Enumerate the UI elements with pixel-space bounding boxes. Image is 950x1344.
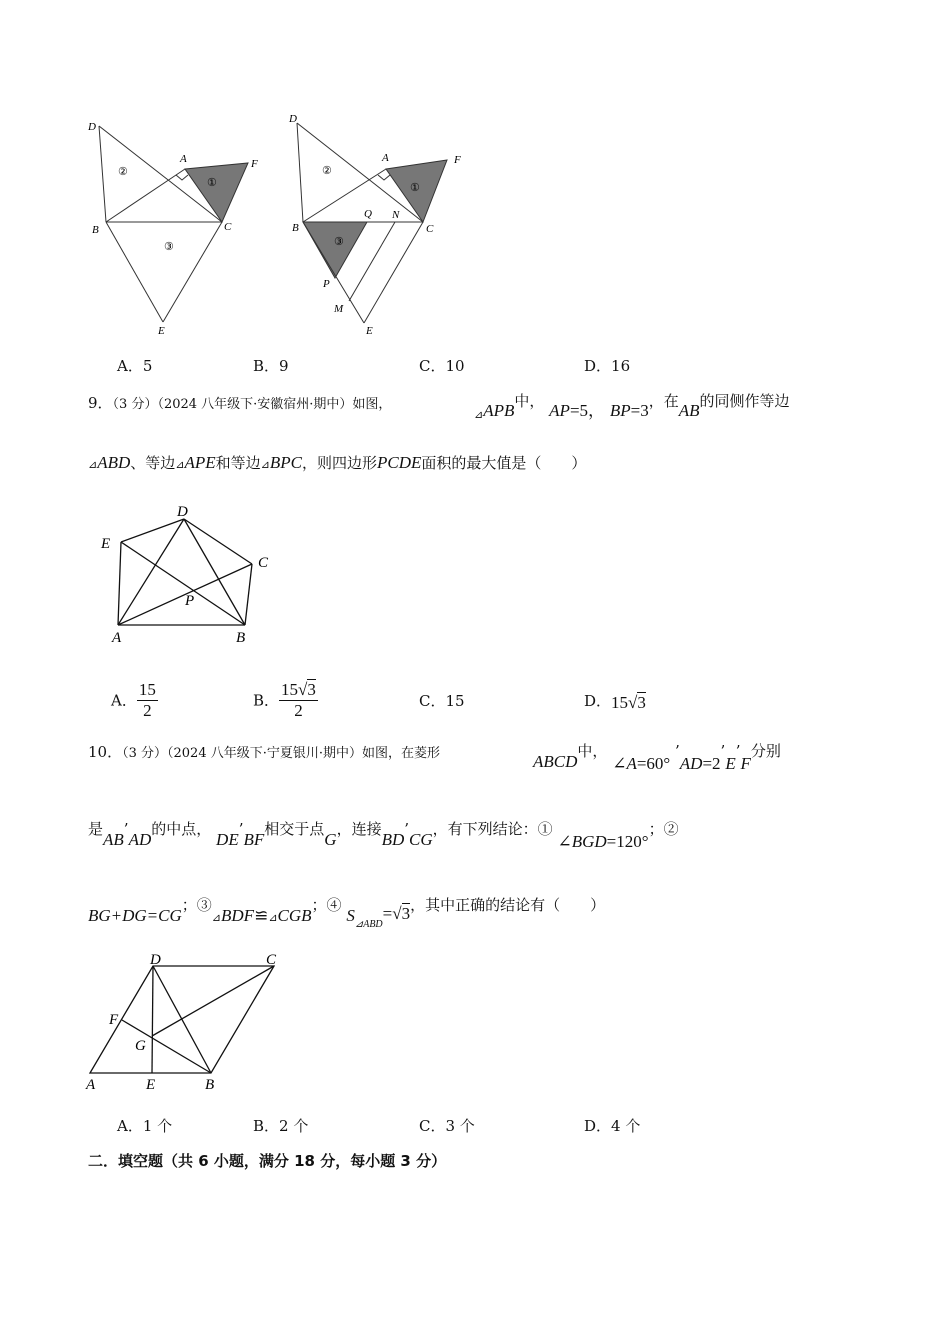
text-fragment: 中， (577, 742, 608, 760)
option-letter: A． (117, 357, 143, 375)
triangle-icon: ⊿ (175, 458, 185, 471)
text-fragment: ，则四边形 (302, 454, 378, 472)
text-fragment: 是 (88, 820, 104, 838)
q9-fig-label-A: A (112, 630, 122, 646)
q10-stem-line-1b (533, 740, 781, 773)
fraction-numerator: 15 (138, 680, 156, 699)
q9-fig-label-P: P (185, 593, 195, 609)
sqrt-icon: √ (298, 680, 308, 699)
triangle-icon: ⊿ (88, 458, 98, 471)
option-letter: B． (253, 691, 280, 710)
q8-option-c[interactable] (419, 355, 465, 377)
q10-fig-label-C: C (266, 952, 277, 968)
subscript-ABD: ABD (363, 919, 383, 930)
sqrt-icon: √ (628, 693, 638, 712)
q10-fig-label-A: A (86, 1077, 96, 1093)
text-fragment: ；③ (181, 896, 212, 914)
q8-fig2-label-E: E (366, 325, 373, 337)
math-BPC: BPC (269, 453, 302, 472)
q9-option-a[interactable] (111, 680, 158, 721)
q10-fig-label-G: G (135, 1038, 146, 1054)
math-S: S (346, 906, 355, 925)
math-equals: = (382, 904, 393, 923)
text-fragment: ’ (735, 742, 741, 760)
q8-fig2-label-P: P (323, 278, 330, 290)
math-BP-value: =3 (630, 401, 649, 420)
angle-icon: ∠ (612, 754, 627, 773)
text-fragment: ’ (238, 820, 244, 838)
radicand: 3 (637, 693, 646, 712)
q10-stem-line-2 (88, 818, 679, 851)
text-fragment: ’ (123, 820, 129, 838)
q10-option-c[interactable] (419, 1115, 475, 1137)
q10-stem-line-3 (88, 894, 606, 930)
text-fragment: ，在 (648, 392, 679, 410)
math-AD: AD (128, 830, 152, 849)
q8-fig1-label-F: F (251, 158, 258, 170)
math-BDF: BDF (221, 906, 255, 925)
math-APE: APE (184, 453, 216, 472)
q8-fig1-label-E: E (158, 325, 165, 337)
triangle-icon: ⊿ (354, 919, 364, 930)
q10-fig-label-F: F (109, 1012, 119, 1028)
math-AB: AB (103, 830, 124, 849)
fraction-denominator: 2 (294, 701, 303, 720)
math-AP-value: =5， (569, 401, 606, 420)
math-BF: BF (243, 830, 265, 849)
text-fragment: 的同侧作等边 (699, 392, 790, 410)
text-fragment: 相交于点 (264, 820, 325, 838)
option-text: 2 个 (279, 1117, 309, 1135)
coefficient: 15 (281, 680, 299, 699)
math-BG-DG-CG: BG+DG=CG (88, 906, 182, 925)
text-fragment: ；④ (311, 896, 342, 914)
q8-fig1-region-1: ① (207, 177, 217, 189)
math-BD: BD (381, 830, 405, 849)
math-A: A (626, 754, 637, 773)
math-ABCD: ABCD (533, 752, 578, 771)
math-APB: APB (483, 401, 515, 420)
option-letter: C． (419, 692, 446, 710)
q8-fig2-label-B: B (292, 222, 299, 234)
q8-figure-1 (80, 110, 280, 340)
angle-icon: ∠ (557, 832, 572, 851)
q8-fig1-label-C: C (224, 221, 232, 233)
area-subscript (355, 919, 383, 930)
q8-fig2-label-Q: Q (364, 208, 372, 220)
math-CG: CG (409, 830, 433, 849)
q10-stem-line-1 (88, 741, 440, 765)
text-fragment: 的中点， (151, 820, 212, 838)
math-BP: BP (609, 401, 631, 420)
math-AB: AB (678, 401, 700, 420)
option-text: 4 个 (611, 1117, 641, 1135)
q9-fig-label-B: B (236, 630, 246, 646)
math-angle-value: =60° (636, 754, 671, 773)
q9-option-b[interactable] (253, 680, 318, 721)
option-text: 1 个 (142, 1117, 173, 1135)
math-AD-value: =2 (702, 754, 721, 773)
option-letter: B． (253, 1117, 280, 1135)
q9-figure (95, 500, 285, 650)
q10-fig-label-B: B (205, 1077, 215, 1093)
math-G: G (324, 830, 337, 849)
option-letter: A． (111, 691, 137, 710)
q8-fig2-label-C: C (426, 223, 434, 235)
q9-fig-label-D: D (177, 504, 188, 520)
option-letter: D． (584, 1117, 612, 1135)
math-DE: DE (216, 830, 239, 849)
sqrt-icon: √ (392, 904, 402, 923)
q10-figure (80, 945, 285, 1095)
congruent-icon: ≌ (254, 906, 269, 925)
option-text: 9 (279, 357, 289, 375)
option-text: 10 (445, 357, 465, 375)
q9-fig-label-E: E (101, 536, 111, 552)
q8-fig2-label-N: N (392, 209, 400, 221)
q10-option-a[interactable] (117, 1115, 172, 1137)
q8-option-b[interactable] (253, 355, 289, 377)
coefficient: 15 (611, 693, 629, 712)
fraction-numerator (279, 680, 318, 701)
text-fragment: ，其中正确的结论有（ ） (410, 896, 606, 914)
question-number: 9． (88, 394, 113, 412)
math-BGD: BGD (571, 832, 607, 851)
math-F: F (740, 754, 751, 773)
text-fragment: ’ (720, 742, 726, 760)
triangle-icon: ⊿ (474, 408, 484, 421)
fraction (279, 680, 318, 721)
question-score: （3 分） (122, 746, 167, 761)
q8-fig1-label-D: D (88, 121, 96, 133)
question-score: （3 分） (112, 397, 158, 412)
q8-fig1-region-2: ② (118, 166, 128, 178)
question-number: 10． (88, 743, 123, 761)
triangle-icon: ⊿ (268, 911, 278, 924)
text-fragment: ’ (404, 820, 410, 838)
q10-option-d[interactable] (584, 1115, 640, 1137)
option-text: 3 个 (445, 1117, 475, 1135)
q8-fig2-label-F: F (454, 154, 461, 166)
fraction (137, 680, 158, 721)
math-PCDE: PCDE (377, 453, 422, 472)
text-fragment: ’ (675, 742, 680, 760)
radicand: 3 (401, 904, 411, 923)
radicand: 3 (307, 680, 316, 699)
q8-fig2-shaded-triangle-3 (303, 222, 367, 278)
q8-fig2-label-M: M (334, 303, 344, 315)
text-fragment: 面积的最大值是（ ） (421, 454, 587, 472)
q8-fig1-label-B: B (92, 224, 99, 236)
q9-stem-line-1 (88, 392, 391, 416)
text-fragment: ，有下列结论：① (432, 820, 553, 838)
q9-stem-line-1b (474, 390, 790, 421)
option-letter: C． (419, 1117, 446, 1135)
q9-fig-label-C: C (258, 555, 269, 571)
q8-fig2-region-2: ② (322, 165, 332, 177)
q9-stem-line-2 (88, 452, 586, 476)
q8-fig1-shaded-triangle (185, 163, 248, 222)
question-source: （2024 八年级下·安徽宿州·期中）如图， (157, 397, 392, 412)
text-fragment: 、等边 (130, 454, 176, 472)
text-fragment: ，连接 (336, 820, 382, 838)
q8-fig2-region-3: ③ (334, 236, 344, 248)
math-ABD: ABD (97, 453, 131, 472)
math-AP: AP (549, 401, 570, 420)
math-angle-value: =120° (606, 832, 649, 851)
q8-option-a[interactable] (117, 355, 152, 377)
triangle-icon: ⊿ (260, 458, 270, 471)
q8-fig2-label-A: A (382, 152, 389, 164)
option-letter: C． (419, 357, 446, 375)
q8-fig2-label-D: D (289, 113, 297, 125)
q10-fig-label-D: D (150, 952, 161, 968)
option-text: 16 (611, 357, 631, 375)
text-fragment: 和等边 (215, 454, 261, 472)
q10-fig-label-E: E (146, 1077, 156, 1093)
fraction-denominator: 2 (143, 701, 152, 720)
option-letter: B． (253, 357, 280, 375)
q9-option-c[interactable] (419, 690, 465, 712)
q8-option-d[interactable] (584, 355, 630, 377)
text-fragment: 分别 (750, 742, 781, 760)
section-2-heading: 二．填空题（共 6 小题，满分 18 分，每小题 3 分） (88, 1152, 447, 1170)
question-source: （2024 八年级下·宁夏银川·期中）如图，在菱形 (167, 746, 440, 761)
q10-option-b[interactable] (253, 1115, 308, 1137)
option-text: 15 (445, 692, 465, 710)
q8-figure-2 (285, 108, 475, 340)
q8-fig1-label-A: A (180, 153, 187, 165)
q8-fig2-region-1: ① (410, 182, 420, 194)
math-AD: AD (679, 754, 703, 773)
q8-fig1-region-3: ③ (164, 241, 174, 253)
q9-option-d[interactable] (584, 690, 646, 712)
text-fragment: ；② (648, 820, 679, 838)
triangle-icon: ⊿ (211, 911, 222, 924)
text-fragment: 中， (514, 392, 545, 410)
math-CGB: CGB (277, 906, 312, 925)
option-letter: D． (584, 357, 612, 375)
math-E: E (725, 754, 736, 773)
option-letter: A． (117, 1117, 143, 1135)
option-text: 5 (142, 357, 153, 375)
option-letter: D． (584, 692, 612, 710)
